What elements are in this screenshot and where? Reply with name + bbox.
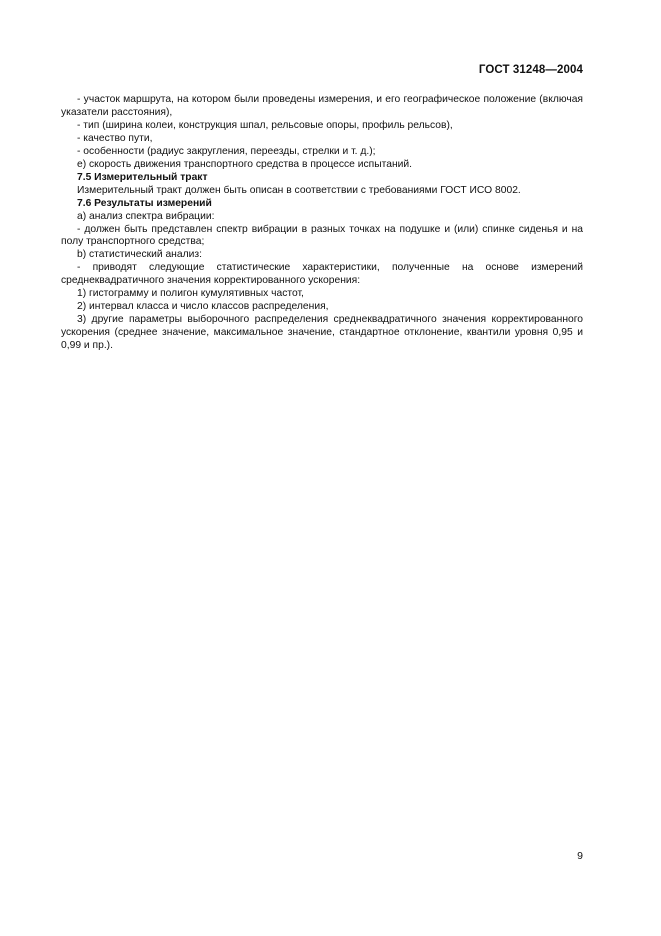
route-section-item: - участок маршрута, на котором были проведены измерения, и его географическое положение (включая указатели расстояния), [61, 94, 583, 118]
section-7-6-heading: 7.6 Результаты измерений [77, 197, 212, 209]
track-features-item: - особенности (радиус закругления, переезды, стрелки и т. д.); [77, 145, 376, 157]
vehicle-speed-item: е) скорость движения транспортного средства в процессе испытаний. [77, 158, 413, 170]
spectrum-analysis-detail: - должен быть представлен спектр вибрации в разных точках на подушке и (или) спинке сиденья и на полу транспортного средства; [61, 223, 583, 248]
track-quality-item: - качество пути, [77, 132, 153, 144]
histogram-item: 1) гистограмму и полигон кумулятивных частот, [77, 288, 304, 300]
statistical-analysis-item: b) статистический анализ: [77, 249, 202, 261]
distribution-parameters-item: 3) другие параметры выборочного распределения среднеквадратичного значения корректированного ускорения (среднее значение, максимальное значение, стандартное отклонение, квантили уровня 0,95 и 0,99 и пр.). [61, 314, 583, 352]
track-type-item: - тип (ширина колеи, конструкция шпал, рельсовые опоры, профиль рельсов), [77, 119, 453, 131]
spectrum-analysis-item: a) анализ спектра вибрации: [77, 210, 215, 222]
section-7-5-heading: 7.5 Измерительный тракт [77, 171, 208, 183]
class-interval-item: 2) интервал класса и число классов распределения, [77, 301, 329, 313]
page-number: 9 [577, 850, 583, 862]
standard-id-header: ГОСТ 31248—2004 [478, 64, 583, 76]
document-body [61, 94, 583, 353]
statistical-analysis-detail: - приводят следующие статистические характеристики, полученные на основе измерений среднеквадратичного значения корректированного ускорения: [61, 262, 583, 287]
section-7-5-text: Измерительный тракт должен быть описан в соответствии с требованиями ГОСТ ИСО 8002. [77, 184, 521, 196]
